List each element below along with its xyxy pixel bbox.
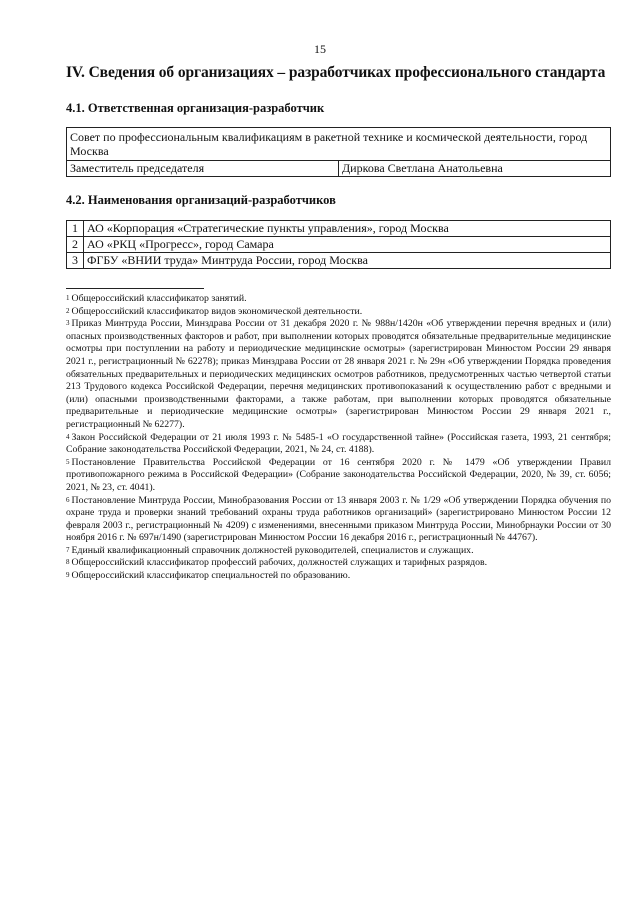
footnote-mark: 6 — [66, 495, 70, 504]
footnote-text: Постановление Правительства Российской Федерации от 16 сентября 2020 г. № 1479 «Об утверждении Правил противопожарного режима в Российской Федерации» (Собрание законодательства Российской Федерации, 2020, № 39, ст. 6056; 2021, № 23, ст. 4041). — [66, 456, 611, 493]
footnote-text: Общероссийский классификатор видов экономической деятельности. — [71, 305, 363, 317]
page-number: 15 — [314, 42, 326, 56]
footnote-text: Приказ Минтруда России, Минздрава России от 31 декабря 2020 г. № 988н/1420н «Об утверждении перечня вредных и (или) опасных производственных факторов и работ, при выполнении которых проводятся обязательные предварительные медицинские осмотры при поступлении на работу и периодические медицинские осмотры» (зарегистрирован Минюстом России 29 января 2021 г., регистрационный № 62278); приказ Минздрава России от 28 января 2021 г. № 29н «Об утверждении Порядка проведения обязательных предварительных и периодических медицинских осмотров работников, предусмотренных частью четвертой статьи 213 Трудового кодекса Российской Федерации, перечня медицинских противопоказаний к осуществлению работ с вредными и (или) опасными производственными факторами, а также работам, при выполнении которых проводятся обязательные предварительные и периодические медицинские осмотры» (зарегистрирован Минюстом России 29 января 2021 г., регистрационный № 62277). — [66, 318, 611, 430]
footnote — [66, 318, 611, 431]
footnote-mark: 9 — [66, 571, 70, 580]
responsible-person: Диркова Светлана Анатольевна — [339, 161, 611, 177]
responsible-position: Заместитель председателя — [67, 161, 339, 177]
developer-orgs-table — [66, 220, 611, 269]
footnote-text: Закон Российской Федерации от 21 июля 1993 г. № 5485-1 «О государственной тайне» (Российская газета, 1993, 21 сентября; Собрание законодательства Российской Федерации, 2021, № 24, ст. 4188). — [66, 431, 611, 456]
footnote-separator — [66, 288, 204, 289]
footnote — [66, 293, 611, 306]
footnote-text: Общероссийский классификатор занятий. — [71, 293, 247, 304]
footnote — [66, 306, 611, 319]
responsible-org-heading: 4.1. Ответственная организация-разработчик — [66, 101, 325, 115]
footnote-mark: 2 — [66, 306, 70, 315]
developer-org-name: ФГБУ «ВНИИ труда» Минтруда России, город Москва — [84, 253, 611, 269]
row-number: 1 — [67, 221, 84, 237]
footnotes — [66, 293, 611, 583]
footnote-mark: 5 — [66, 457, 70, 466]
developer-org-name: АО «Корпорация «Стратегические пункты управления», город Москва — [84, 221, 611, 237]
footnote-mark: 7 — [66, 545, 70, 554]
developer-orgs-heading: 4.2. Наименования организаций-разработчиков — [66, 193, 336, 207]
footnote-mark: 4 — [66, 432, 70, 441]
footnote — [66, 570, 611, 583]
section-title: IV. Сведения об организациях – разработчиках профессионального стандарта — [66, 64, 606, 81]
footnote-mark: 8 — [66, 558, 70, 567]
table-row — [67, 237, 611, 253]
developer-org-name: АО «РКЦ «Прогресс», город Самара — [84, 237, 611, 253]
footnote-text: Единый квалификационный справочник должностей руководителей, специалистов и служащих. — [71, 544, 474, 556]
footnote — [66, 557, 611, 570]
responsible-org-name: Совет по профессиональным квалификациям в ракетной технике и космической деятельности, город Москва — [67, 128, 611, 161]
table-row — [67, 221, 611, 237]
footnote-text: Постановление Минтруда России, Минобразования России от 13 января 2003 г. № 1/29 «Об утверждении Порядка обучения по охране труда и проверки знаний требований охраны труда работников организаций» (зарегистрировано Минюстом России 12 февраля 2003 г., регистрационный № 4209) с изменениями, внесенными приказом Минтруда России, Минобрнауки России от 30 ноября 2016 г. № 697н/1490 (зарегистрирован Минюстом России 16 декабря 2016 г., регистрационный № 44767). — [66, 494, 611, 544]
footnote-text: Общероссийский классификатор специальностей по образованию. — [71, 570, 351, 582]
footnote — [66, 457, 611, 495]
table-row — [67, 253, 611, 269]
row-number: 2 — [67, 237, 84, 253]
footnote-text: Общероссийский классификатор профессий рабочих, должностей служащих и тарифных разрядов. — [71, 557, 488, 569]
footnote-mark: 3 — [66, 319, 70, 328]
footnote — [66, 495, 611, 545]
footnote-mark: 1 — [66, 294, 70, 302]
footnote — [66, 545, 611, 558]
row-number: 3 — [67, 253, 84, 269]
footnote — [66, 432, 611, 457]
responsible-org-table — [66, 127, 611, 177]
